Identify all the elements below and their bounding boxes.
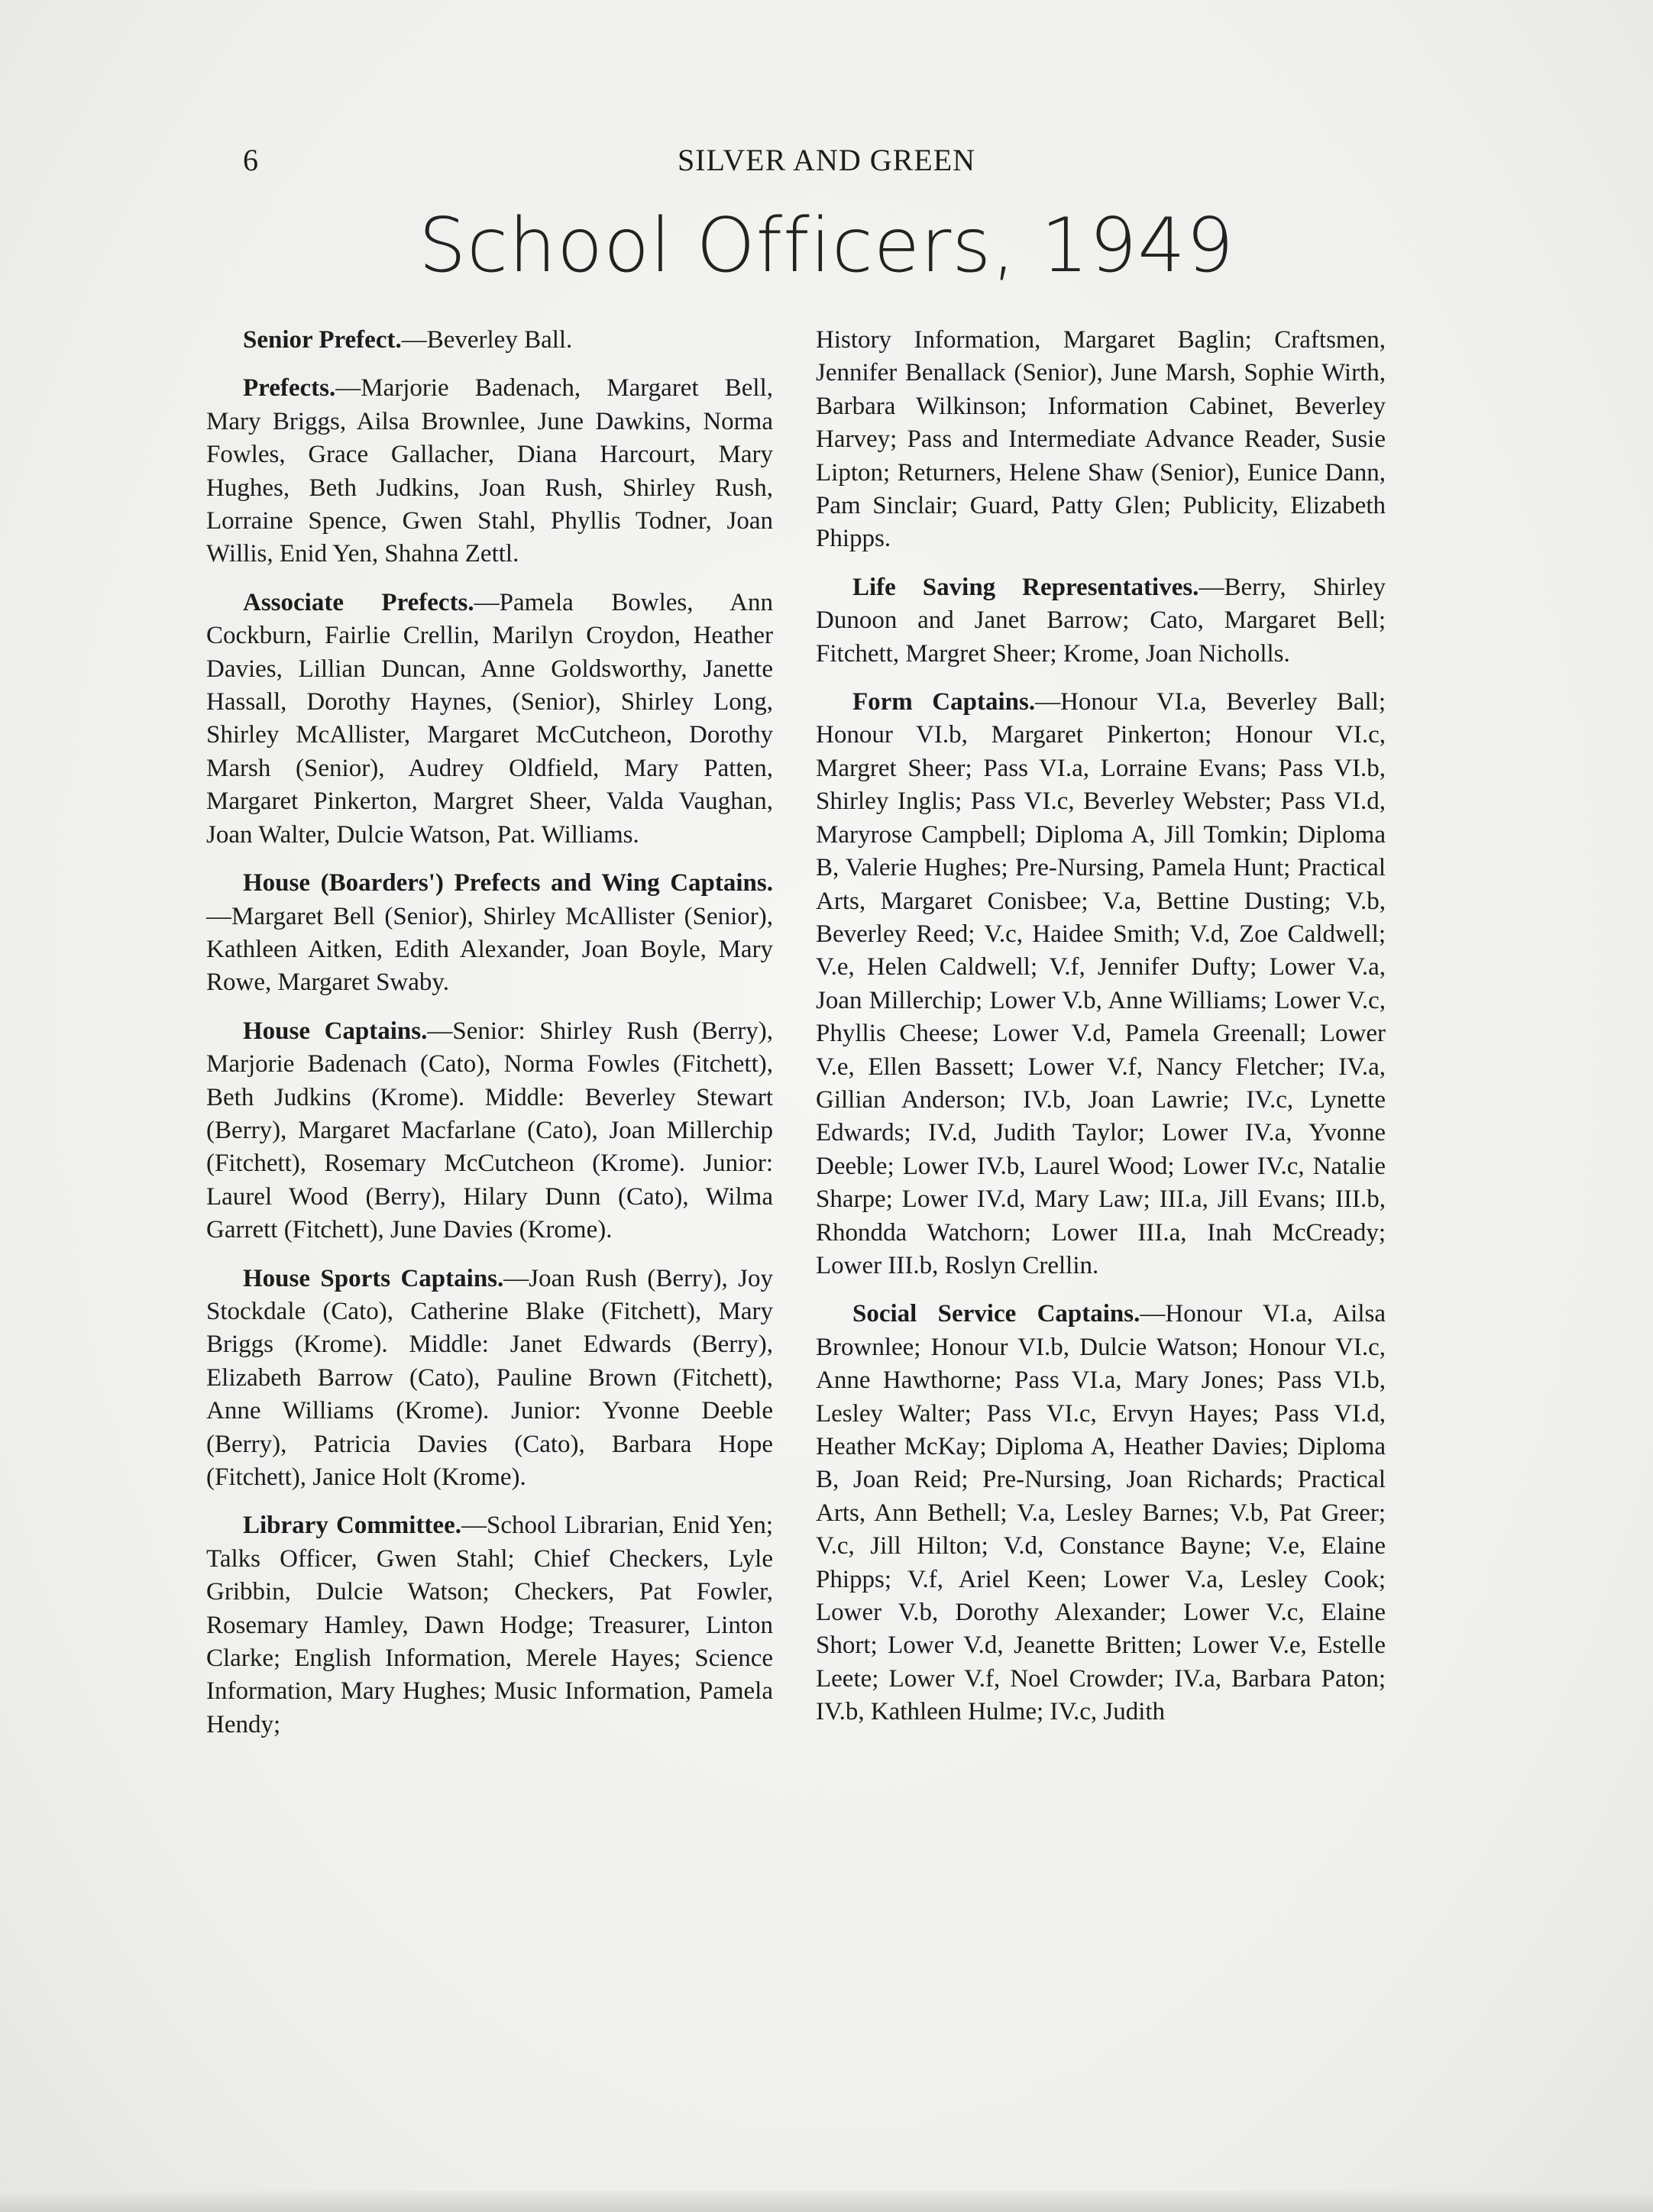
entry-text: —Margaret Bell (Senior), Shirley McAllister (Senior), Kathleen Aitken, Edith Alexander, Joan Boyle, Mary Rowe, Margaret Swaby.	[206, 902, 773, 997]
entry-text: —Pamela Bowles, Ann Cockburn, Fairlie Crellin, Marilyn Croydon, Heather Davies, Lillian Duncan, Anne Goldsworthy, Janette Hassall, Dorothy Haynes, (Senior), Shirley Long, Shirley McAllister, Margaret McCutcheon, Dorothy Marsh (Senior), Audrey Oldfield, Mary Patten, Margaret Pinkerton, Margret Sheer, Valda Vaughan, Joan Walter, Dulcie Watson, Pat. Williams.	[206, 588, 773, 849]
entry-text: —School Librarian, Enid Yen; Talks Officer, Gwen Stahl; Chief Checkers, Lyle Gribbin, Dulcie Watson; Checkers, Pat Fowler, Rosemary Hamley, Dawn Hodge; Treasurer, Linton Clarke; English Information, Merele Hayes; Science Information, Mary Hughes; Music Information, Pamela Hendy;	[206, 1512, 773, 1738]
entry-house-captains	[206, 1015, 773, 1247]
entry-text: History Information, Margaret Baglin; Craftsmen, Jennifer Benallack (Senior), June Marsh, Sophie Wirth, Barbara Wilkinson; Information Cabinet, Beverley Harvey; Pass and Intermediate Advance Reader, Susie Lipton; Returners, Helene Shaw (Senior), Eunice Dann, Pam Sinclair; Guard, Patty Glen; Publicity, Elizabeth Phipps.	[816, 326, 1386, 553]
entry-heading: House (Boarders') Prefects and Wing Captains.	[243, 869, 773, 897]
entry-senior-prefect	[206, 324, 773, 357]
entry-heading: House Captains.	[243, 1017, 428, 1045]
running-head: SILVER AND GREEN	[677, 143, 976, 177]
left-column	[206, 324, 773, 1757]
page-title: School Officers, 1949	[418, 202, 1235, 289]
entry-text: —Honour VI.a, Ailsa Brownlee; Honour VI.b, Dulcie Watson; Honour VI.c, Anne Hawthorne; Pass VI.a, Mary Jones; Pass VI.b, Lesley Walter; Pass VI.c, Ervyn Hayes; Pass VI.d, Heather McKay; Diploma A, Heather Davies; Diploma B, Joan Reid; Pre-Nursing, Joan Richards; Practical Arts, Ann Bethell; V.a, Lesley Barnes; V.b, Pat Greer; V.c, Jill Hilton; V.d, Constance Bayne; V.e, Elaine Phipps; V.f, Ariel Keen; Lower V.a, Lesley Cook; Lower V.b, Dorothy Alexander; Lower V.c, Elaine Short; Lower V.d, Jeanette Britten; Lower V.e, Estelle Leete; Lower V.f, Noel Crowder; IV.a, Barbara Paton; IV.b, Kathleen Hulme; IV.c, Judith	[816, 1300, 1386, 1726]
entry-heading: Library Committee.	[243, 1512, 461, 1540]
entry-social-service-captains	[816, 1298, 1386, 1729]
entry-heading: House Sports Captains.	[243, 1264, 504, 1292]
entry-house-sports-captains	[206, 1263, 773, 1495]
entry-heading: Form Captains.	[852, 688, 1036, 716]
entry-text: —Beverley Ball.	[401, 326, 573, 354]
right-column	[816, 324, 1386, 1745]
entry-heading: Life Saving Representatives.	[852, 573, 1199, 601]
entry-form-captains	[816, 686, 1386, 1282]
entry-library-committee	[206, 1509, 773, 1741]
entry-heading: Prefects.	[243, 374, 336, 403]
entry-prefects	[206, 372, 773, 571]
entry-text: —Marjorie Badenach, Margaret Bell, Mary Briggs, Ailsa Brownlee, June Dawkins, Norma Fowles, Grace Gallacher, Diana Harcourt, Mary Hughes, Beth Judkins, Joan Rush, Shirley Rush, Lorraine Spence, Gwen Stahl, Phyllis Todner, Joan Willis, Enid Yen, Shahna Zettl.	[206, 374, 773, 568]
entry-library-committee-continued	[816, 324, 1386, 556]
entry-text: —Honour VI.a, Beverley Ball; Honour VI.b, Margaret Pinkerton; Honour VI.c, Margret Sheer; Pass VI.a, Lorraine Evans; Pass VI.b, Shirley Inglis; Pass VI.c, Beverley Webster; Pass VI.d, Maryrose Campbell; Diploma A, Jill Tomkin; Diploma B, Valerie Hughes; Pre-Nursing, Pamela Hunt; Practical Arts, Margaret Conisbee; V.a, Bettine Dusting; V.b, Beverley Reed; V.c, Haidee Smith; V.d, Zoe Caldwell; V.e, Helen Caldwell; V.f, Jennifer Dufty; Lower V.a, Joan Millerchip; Lower V.b, Anne Williams; Lower V.c, Phyllis Cheese; Lower V.d, Pamela Greenall; Lower V.e, Ellen Bassett; Lower V.f, Nancy Fletcher; IV.a, Gillian Anderson; IV.b, Joan Lawrie; IV.c, Lynette Edwards; IV.d, Judith Taylor; Lower IV.a, Yvonne Deeble; Lower IV.b, Laurel Wood; Lower IV.c, Natalie Sharpe; Lower IV.d, Mary Law; III.a, Jill Evans; III.b, Rhondda Watchorn; Lower III.a, Inah McCready; Lower III.b, Roslyn Crellin.	[816, 688, 1386, 1279]
entry-text: —Joan Rush (Berry), Joy Stockdale (Cato), Catherine Blake (Fitchett), Mary Briggs (Krome). Middle: Janet Edwards (Berry), Elizabeth Barrow (Cato), Pauline Brown (Fitchett), Anne Williams (Krome). Junior: Yvonne Deeble (Berry), Patricia Davies (Cato), Barbara Hope (Fitchett), Janice Holt (Krome).	[206, 1264, 773, 1491]
page-bottom-edge	[0, 2191, 1653, 2212]
entry-associate-prefects	[206, 587, 773, 852]
entry-life-saving-representatives	[816, 571, 1386, 671]
entry-heading: Senior Prefect.	[243, 326, 402, 354]
page-number: 6	[243, 143, 258, 177]
entry-text: —Senior: Shirley Rush (Berry), Marjorie Badenach (Cato), Norma Fowles (Fitchett), Beth Judkins (Krome). Middle: Beverley Stewart (Berry), Margaret Macfarlane (Cato), Joan Millerchip (Fitchett), Rosemary McCutcheon (Krome). Junior: Laurel Wood (Berry), Hilary Dunn (Cato), Wilma Garrett (Fitchett), June Davies (Krome).	[206, 1017, 773, 1244]
entry-heading: Social Service Captains.	[852, 1300, 1140, 1328]
entry-text: —Berry, Shirley Dunoon and Janet Barrow; Cato, Margaret Bell; Fitchett, Margret Sheer; Krome, Joan Nicholls.	[816, 573, 1386, 668]
entry-heading: Associate Prefects.	[243, 588, 474, 616]
entry-house-prefects	[206, 867, 773, 1000]
